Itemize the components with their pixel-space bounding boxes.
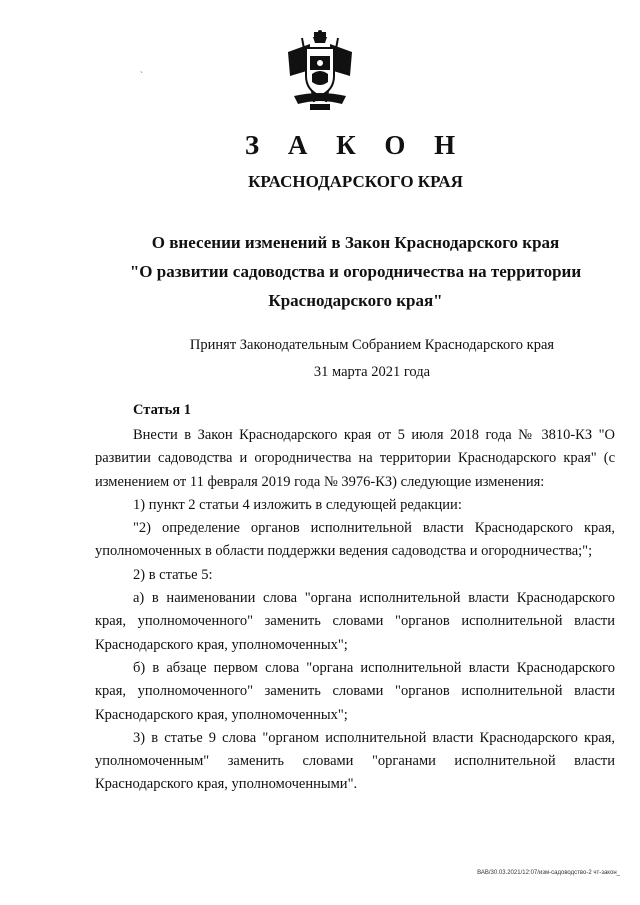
document-name-line: Краснодарского края" <box>268 291 443 310</box>
adoption-note <box>172 332 572 386</box>
document-name-line: "О развитии садоводства и огородничества на территории <box>129 262 582 281</box>
article-paragraph: Внести в Закон Краснодарского края от 5 июля 2018 года № 3810-КЗ "О развитии садоводства и огородничества на территории Краснодарского края" (с изменением от 11 февраля 2019 года № 3976-КЗ) следующие изменения: <box>95 427 615 490</box>
article-paragraph: 2) в статье 5: <box>133 566 213 583</box>
scan-mark: ` <box>140 70 143 80</box>
law-title: З А К О Н <box>244 130 467 160</box>
document-footer: ВАВ/30.03.2021/12:07/изм-садоводство-2 чт-закон_ <box>477 870 620 876</box>
article-paragraph: 1) пункт 2 статьи 4 изложить в следующей редакции: <box>133 496 462 513</box>
document-name-line: О внесении изменений в Закон Краснодарского края <box>151 233 560 252</box>
article-paragraph: 3) в статье 9 слова "органом исполнительной власти Краснодарского края, уполномоченным" заменить словами "органами исполнительной власти Краснодарского края, уполномоченными". <box>95 729 615 793</box>
coat-of-arms-emblem <box>280 30 360 112</box>
article-paragraph: "2) определение органов исполнительной власти Краснодарского края, уполномоченных в области поддержки ведения садоводства и огородничества;"; <box>95 520 615 560</box>
adoption-body: Принят Законодательным Собранием Краснодарского края <box>189 337 555 353</box>
adoption-date: 31 марта 2021 года <box>313 364 431 380</box>
document-name <box>100 228 611 315</box>
article-heading: Статья 1 <box>133 402 191 418</box>
article-paragraph: а) в наименовании слова "органа исполнительной власти Краснодарского края, уполномоченного" заменить словами "органов исполнительной власти Краснодарского края, уполномоченных"; <box>95 590 615 653</box>
article-body <box>95 424 615 797</box>
article-paragraph: б) в абзаце первом слова "органа исполнительной власти Краснодарского края, уполномоченного" заменить словами "органов исполнительной власти Краснодарского края, уполномоченных"; <box>95 659 615 723</box>
law-subtitle: КРАСНОДАРСКОГО КРАЯ <box>248 172 463 191</box>
